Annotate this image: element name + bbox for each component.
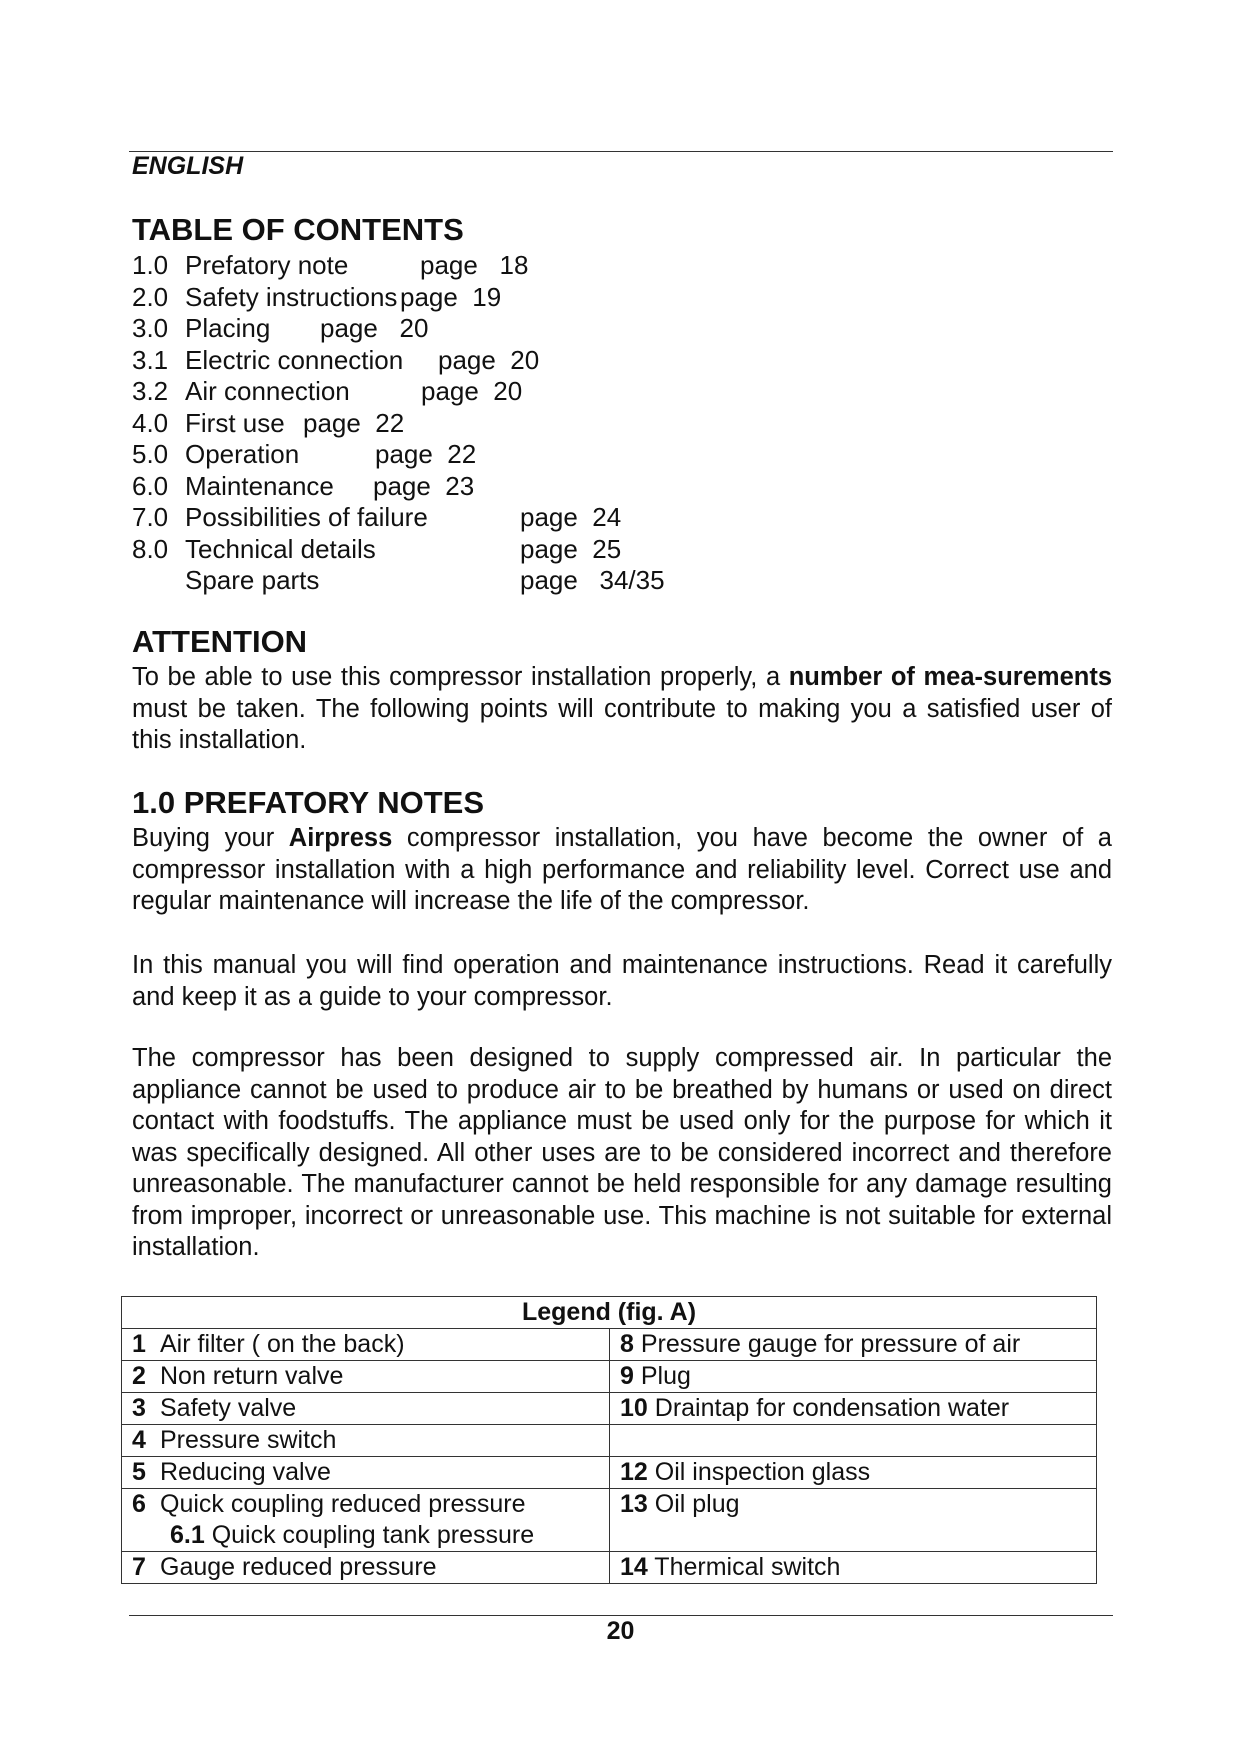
toc-entry-label: Electric connection <box>185 344 404 375</box>
toc-entry <box>132 408 832 440</box>
brand-name: Airpress <box>288 824 393 852</box>
legend-right-cell <box>610 1457 1097 1489</box>
toc-entry <box>132 250 832 282</box>
legend-right-cell <box>610 1361 1097 1393</box>
prefatory-paragraph-1 <box>132 823 1112 918</box>
legend-title: Legend (fig. A) <box>122 1297 1097 1329</box>
legend-subitem-number: 6.1 <box>170 1521 205 1549</box>
legend-item-number: 13 <box>620 1490 648 1518</box>
toc-entry-number: 3.1 <box>132 344 169 375</box>
legend-item-number: 1 <box>132 1330 146 1358</box>
legend-item-number: 6 <box>132 1490 146 1518</box>
toc-entry-page: page 22 <box>303 407 405 438</box>
legend-item-text: Pressure switch <box>160 1426 337 1454</box>
legend-item-text: Pressure gauge for pressure of air <box>633 1330 1021 1358</box>
toc-title: TABLE OF CONTENTS <box>132 212 464 247</box>
toc-entry-page: page 20 <box>320 313 429 343</box>
toc-entry-number: 1.0 <box>132 250 169 280</box>
legend-item-text: Reducing valve <box>160 1458 331 1486</box>
legend-item-text: Non return valve <box>160 1362 344 1390</box>
toc-entry-label: Safety instructions <box>185 281 398 312</box>
toc-entry-page: page 18 <box>420 250 529 280</box>
legend-item-text: Draintap for condensation water <box>647 1394 1010 1422</box>
legend-item-text: Oil inspection glass <box>647 1458 871 1486</box>
legend-left-cell <box>122 1329 610 1361</box>
toc-entry-page: page 20 <box>438 344 540 375</box>
legend-item-number: 3 <box>132 1394 146 1422</box>
legend-item-text: Quick coupling reduced pressure <box>160 1490 526 1518</box>
toc-entry <box>132 565 832 597</box>
toc-entry-page: page 25 <box>520 533 622 564</box>
toc-entry <box>132 282 832 314</box>
toc-entry-label: First use <box>185 407 285 438</box>
legend-row <box>122 1329 1097 1361</box>
legend-subitem <box>132 1520 609 1551</box>
legend-left-cell <box>122 1393 610 1425</box>
legend-item-text: Oil plug <box>647 1490 740 1518</box>
toc-entry <box>132 439 832 471</box>
legend-item-number: 9 <box>620 1362 634 1390</box>
attention-bold: number of mea-surements <box>788 663 1113 691</box>
toc-entry <box>132 345 832 377</box>
legend-row <box>122 1393 1097 1425</box>
toc-entry-page: page 23 <box>373 470 475 501</box>
legend-item-number: 7 <box>132 1553 146 1581</box>
legend-row <box>122 1425 1097 1457</box>
toc-entry-number: 5.0 <box>132 439 169 469</box>
legend-right-cell <box>610 1393 1097 1425</box>
attention-text-after: must be taken. The following points will contribute to making you a satisfied user of this installation. <box>132 694 1112 754</box>
language-label: ENGLISH <box>132 152 244 180</box>
toc-entry-label: Possibilities of failure <box>185 502 428 532</box>
toc-entry-label: Spare parts <box>185 565 320 595</box>
toc-entry-number: 6.0 <box>132 470 169 501</box>
prefatory-p1-after: compressor installation, you have become the owner of a compressor installation with a high performance and reliability level. Correct use and regular maintenance will increase the life of the compressor. <box>132 824 1112 915</box>
toc-entry-label: Prefatory note <box>185 250 349 280</box>
toc-entry-number: 3.0 <box>132 313 169 343</box>
toc-entry <box>132 502 832 534</box>
toc-entry-page: page 19 <box>400 281 502 312</box>
legend-item-text: Air filter ( on the back) <box>160 1330 405 1358</box>
legend-right-cell <box>610 1489 1097 1552</box>
toc-list <box>132 250 832 597</box>
toc-entry-number: 2.0 <box>132 281 169 312</box>
legend-left-cell <box>122 1361 610 1393</box>
toc-entry-page: page 22 <box>375 439 477 469</box>
legend-subitem-text: Quick coupling tank pressure <box>204 1521 535 1549</box>
header-rule <box>129 151 1113 152</box>
legend-table <box>121 1296 1097 1584</box>
toc-entry-page: page 20 <box>421 376 523 406</box>
toc-entry <box>132 376 832 408</box>
toc-entry-label: Operation <box>185 439 300 469</box>
footer-rule <box>129 1615 1113 1616</box>
legend-row <box>122 1457 1097 1489</box>
toc-entry-number: 3.2 <box>132 376 169 406</box>
legend-item-number: 14 <box>620 1553 648 1581</box>
legend-item-text: Gauge reduced pressure <box>160 1553 437 1581</box>
legend-row <box>122 1552 1097 1584</box>
legend-row <box>122 1361 1097 1393</box>
prefatory-paragraph-2: In this manual you will find operation and maintenance instructions. Read it carefully and keep it as a guide to your compressor. <box>132 951 1112 1011</box>
legend-item-number: 4 <box>132 1426 146 1454</box>
legend-left-cell <box>122 1552 610 1584</box>
toc-entry-page: page 24 <box>520 502 622 532</box>
legend-right-cell <box>610 1329 1097 1361</box>
page-number: 20 <box>606 1617 635 1645</box>
prefatory-p1-before: Buying your <box>132 824 289 852</box>
toc-entry <box>132 534 832 566</box>
legend-item-number: 2 <box>132 1362 146 1390</box>
legend-item-number: 8 <box>620 1330 634 1358</box>
attention-text-before: To be able to use this compressor installation properly, a <box>132 663 789 691</box>
toc-entry-number: 8.0 <box>132 533 169 564</box>
legend-item-number: 12 <box>620 1458 648 1486</box>
toc-entry <box>132 471 832 503</box>
prefatory-title: 1.0 PREFATORY NOTES <box>132 785 485 820</box>
legend-left-cell <box>122 1489 610 1552</box>
toc-entry-number: 4.0 <box>132 407 169 438</box>
toc-entry-label: Placing <box>185 313 271 343</box>
legend-right-cell <box>610 1552 1097 1584</box>
toc-entry-label: Air connection <box>185 376 350 406</box>
legend-right-cell <box>610 1425 1097 1457</box>
legend-header-row <box>122 1297 1097 1329</box>
legend-item-text: Safety valve <box>160 1394 297 1422</box>
legend-item-text: Plug <box>633 1362 691 1390</box>
toc-entry-label: Technical details <box>185 533 376 564</box>
legend-left-cell <box>122 1425 610 1457</box>
toc-entry <box>132 313 832 345</box>
attention-paragraph <box>132 662 1112 757</box>
toc-entry-number: 7.0 <box>132 502 169 532</box>
attention-title: ATTENTION <box>132 624 308 659</box>
legend-row <box>122 1489 1097 1552</box>
legend-item-number: 10 <box>620 1394 648 1422</box>
legend-item-text: Thermical switch <box>647 1553 841 1581</box>
legend-item-number: 5 <box>132 1458 146 1486</box>
toc-entry-label: Maintenance <box>185 470 334 501</box>
legend-left-cell <box>122 1457 610 1489</box>
toc-entry-page: page 34/35 <box>520 565 665 595</box>
prefatory-paragraph-3: The compressor has been designed to supply compressed air. In particular the appliance cannot be used to produce air to be breathed by humans or used on direct contact with foodstuffs. The appliance must be used only for the purpose for which it was specifically designed. All other uses are to be considered incorrect and therefore unreasonable. The manufacturer cannot be held responsible for any damage resulting from improper, incorrect or unreasonable use. This machine is not suitable for external installation. <box>132 1044 1112 1261</box>
